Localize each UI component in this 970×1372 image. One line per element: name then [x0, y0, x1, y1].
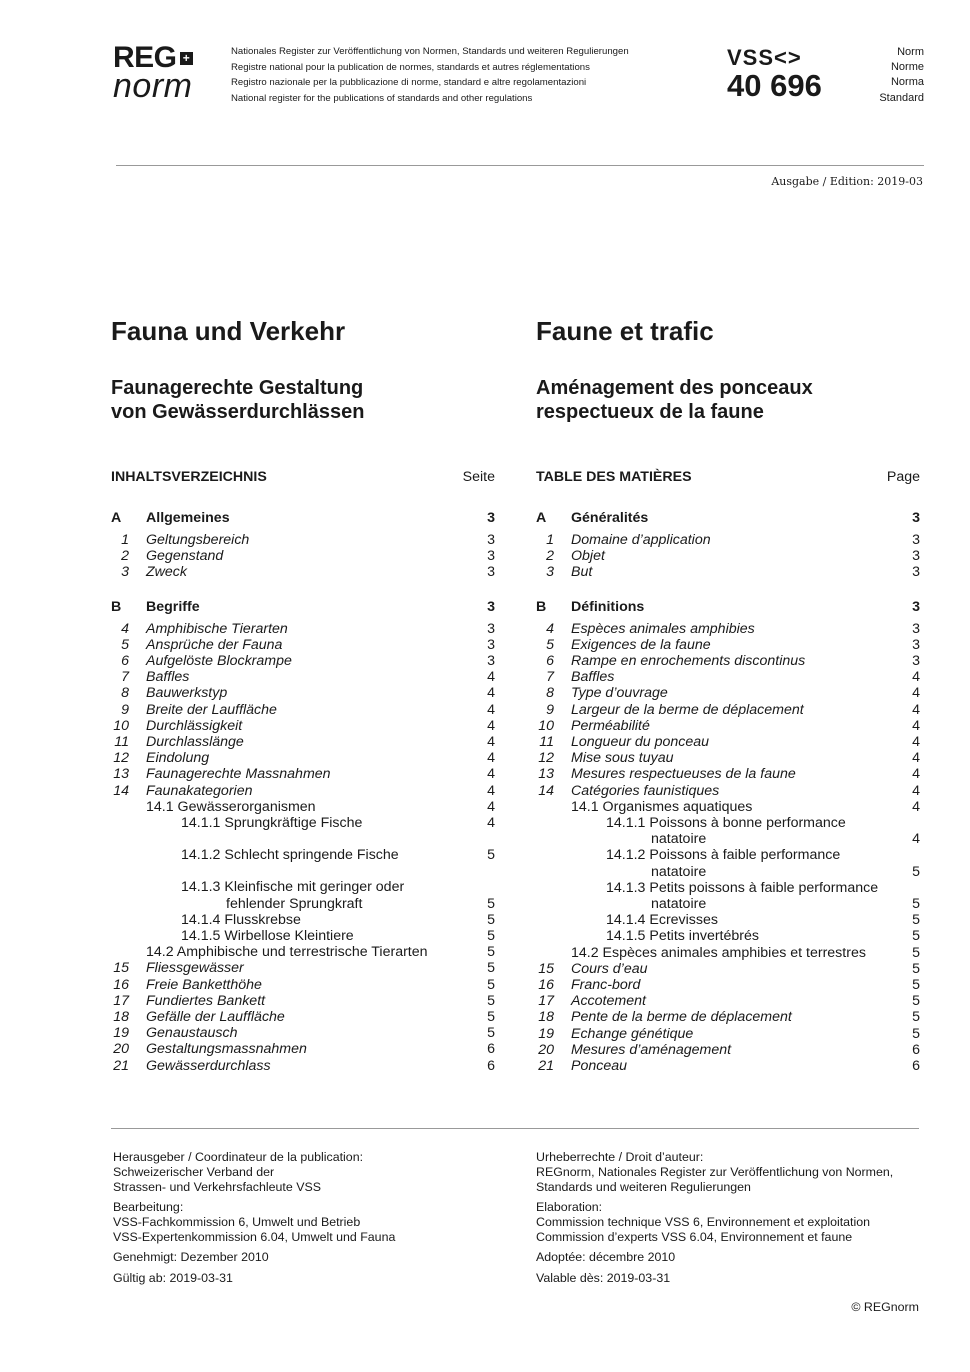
item-number: 3	[121, 564, 129, 581]
item-page: 5	[487, 960, 495, 977]
item-title: Catégories faunistiques	[571, 782, 720, 799]
item-title: 14.1.5 Petits invertébrés	[606, 928, 759, 945]
item-page: 5	[912, 863, 920, 880]
item-number: 21	[113, 1057, 129, 1074]
norm-type-labels	[879, 45, 924, 106]
item-number: 8	[546, 685, 554, 702]
item-title: Franc-bord	[571, 977, 641, 994]
toc-item[interactable]	[111, 1041, 495, 1057]
toc-subitem[interactable]	[111, 928, 495, 944]
item-title: 14.1.1 Poissons à bonne performance	[606, 815, 846, 832]
item-page: 3	[912, 532, 920, 548]
item-page: 5	[487, 928, 495, 945]
toc-subitem-continuation	[536, 831, 920, 847]
item-number: 19	[113, 1025, 129, 1042]
subtitle-fr	[536, 376, 813, 424]
item-title: 14.2 Amphibische und terrestrische Tierarten	[146, 944, 428, 961]
toc-item[interactable]	[111, 653, 495, 669]
item-page: 4	[487, 701, 495, 718]
item-title: Aufgelöste Blockrampe	[146, 653, 292, 670]
item-title: Fundiertes Bankett	[146, 992, 266, 1009]
subtitle-fr-line1: Aménagement des ponceaux	[536, 377, 813, 399]
toc-item[interactable]	[111, 564, 495, 580]
toc-subitem[interactable]	[111, 815, 495, 831]
copyright-line: Standards und weiteren Regulierungen	[536, 1180, 751, 1194]
register-line-en: National register for the publications of standards and other regulations	[231, 92, 533, 104]
item-page: 4	[487, 717, 495, 734]
item-title: Zweck	[146, 564, 187, 581]
title-fr: Faune et trafic	[536, 316, 714, 346]
register-line-fr: Registre national pour la publication de normes, standards et autres réglementations	[231, 61, 590, 73]
toc-heading: TABLE DES MATIÈRES	[536, 469, 692, 485]
item-page: 5	[912, 977, 920, 994]
item-title: Exigences de la faune	[571, 636, 711, 653]
section-letter: B	[111, 598, 122, 615]
norm-number: 40 696	[727, 68, 822, 103]
item-page: 3	[487, 636, 495, 653]
item-page: 3	[912, 653, 920, 670]
subtitle-de-line1: Faunagerechte Gestaltung	[111, 377, 364, 399]
item-number: 2	[121, 548, 129, 565]
toc-subitem-continuation	[111, 896, 495, 912]
item-title: Ponceau	[571, 1058, 628, 1075]
item-number: 3	[546, 564, 554, 581]
item-title: Perméabilité	[571, 717, 650, 734]
toc-item[interactable]	[536, 783, 920, 799]
section-title: Généralités	[571, 510, 649, 526]
toc-item[interactable]	[111, 766, 495, 782]
processing-line: VSS-Fachkommission 6, Umwelt und Betrieb	[113, 1215, 361, 1229]
item-title: Fliessgewässer	[146, 960, 244, 977]
item-title: 14.1 Organismes aquatiques	[571, 798, 753, 815]
item-number: 10	[538, 717, 554, 734]
item-number: 18	[113, 1009, 129, 1026]
toc-item[interactable]	[111, 1025, 495, 1041]
toc-item[interactable]	[536, 993, 920, 1009]
item-number: 19	[538, 1025, 554, 1042]
elaboration-line: Commission technique VSS 6, Environnement et exploitation	[536, 1215, 871, 1229]
item-page: 5	[487, 911, 495, 928]
subtitle-de-line2: von Gewässerdurchlässen	[111, 401, 365, 423]
item-page: 5	[912, 912, 920, 929]
toc-item[interactable]	[536, 669, 920, 685]
item-page: 5	[912, 928, 920, 945]
toc-section	[536, 599, 920, 615]
item-page: 5	[912, 1009, 920, 1026]
item-title: Objet	[571, 548, 605, 565]
item-number: 16	[538, 977, 554, 994]
toc-section	[111, 599, 495, 615]
item-page: 5	[912, 944, 920, 961]
toc-item[interactable]	[536, 718, 920, 734]
item-title: Freie Banketthöhe	[146, 976, 262, 993]
item-title: natatoire	[651, 896, 707, 913]
item-title: Baffles	[146, 669, 190, 686]
item-page: 4	[487, 734, 495, 751]
item-title: Amphibische Tierarten	[146, 620, 288, 637]
item-page: 5	[487, 1025, 495, 1042]
item-page: 4	[487, 815, 495, 832]
item-page: 4	[912, 782, 920, 799]
section-letter: A	[536, 510, 547, 526]
item-title: Pente de la berme de déplacement	[571, 1009, 792, 1026]
item-page: 4	[487, 685, 495, 702]
item-title: 14.1.5 Wirbellose Kleintiere	[181, 928, 354, 945]
item-title: natatoire	[651, 863, 707, 880]
item-title: 14.1.2 Schlecht springende Fische	[181, 847, 399, 864]
section-page: 3	[912, 598, 920, 615]
toc-subitem-continuation	[536, 864, 920, 880]
item-page: 3	[912, 564, 920, 581]
item-page: 4	[912, 734, 920, 751]
toc-subitem-continuation	[536, 896, 920, 912]
item-title: Espèces animales amphibies	[571, 620, 755, 637]
toc-item[interactable]	[536, 702, 920, 718]
item-title: 14.1 Gewässerorganismen	[146, 798, 316, 815]
toc-subitem[interactable]	[536, 928, 920, 944]
item-number: 9	[546, 701, 554, 718]
toc-header	[536, 469, 920, 485]
valid-date: Valable dès: 2019-03-31	[536, 1271, 671, 1285]
item-number: 1	[121, 532, 129, 548]
toc-item[interactable]	[536, 734, 920, 750]
item-number: 8	[121, 685, 129, 702]
item-page: 4	[487, 766, 495, 783]
item-title: Mise sous tuyau	[571, 750, 674, 767]
footer-right	[536, 1150, 936, 1286]
toc-item[interactable]	[536, 1026, 920, 1042]
item-title: Mesures d’aménagement	[571, 1041, 732, 1058]
item-title: Cours d’eau	[571, 960, 648, 977]
toc-item[interactable]	[111, 960, 495, 976]
item-title: Durchlasslänge	[146, 734, 244, 751]
item-page: 5	[487, 847, 495, 864]
section-page: 3	[487, 598, 495, 615]
valid-date: Gültig ab: 2019-03-31	[113, 1271, 233, 1285]
item-title: 14.1.2 Poissons à faible performance	[606, 847, 841, 864]
toc-item[interactable]	[536, 961, 920, 977]
approved-date: Genehmigt: Dezember 2010	[113, 1250, 269, 1264]
item-page: 4	[487, 669, 495, 686]
item-title: Faunagerechte Massnahmen	[146, 766, 331, 783]
item-page: 4	[912, 766, 920, 783]
item-number: 1	[546, 532, 554, 548]
toc-subitem[interactable]	[536, 847, 920, 863]
item-number: 6	[546, 653, 554, 670]
vss-logo: VSS<>	[727, 45, 802, 70]
item-page: 5	[912, 993, 920, 1010]
item-title: 14.1.4 Ecrevisses	[606, 912, 718, 929]
item-number: 9	[121, 701, 129, 718]
item-number: 12	[538, 750, 554, 767]
toc-subitem[interactable]	[111, 847, 495, 863]
toc-item[interactable]	[536, 1009, 920, 1025]
item-title: Ansprüche der Fauna	[146, 636, 283, 653]
item-page: 3	[487, 564, 495, 581]
title-de: Fauna und Verkehr	[111, 316, 346, 346]
norm-label-de: Norm	[897, 46, 924, 58]
item-page: 6	[912, 1058, 920, 1075]
publisher-line: Strassen- und Verkehrsfachleute VSS	[113, 1180, 322, 1194]
item-title: 14.1.3 Kleinfische mit geringer oder	[181, 879, 405, 896]
norm-label-it: Norma	[890, 76, 924, 89]
register-description	[231, 44, 629, 106]
item-page: 4	[912, 750, 920, 767]
swiss-cross-icon: +	[180, 52, 193, 65]
section-page: 3	[912, 510, 920, 526]
processing-line: VSS-Expertenkommission 6.04, Umwelt und Fauna	[113, 1230, 396, 1244]
item-number: 20	[113, 1041, 129, 1058]
item-title: Bauwerkstyp	[146, 685, 228, 702]
item-page: 3	[912, 636, 920, 653]
item-title: Gestaltungsmassnahmen	[146, 1041, 307, 1058]
toc-subitem[interactable]	[111, 879, 495, 895]
item-title: Mesures respectueuses de la faune	[571, 766, 796, 783]
toc-item[interactable]	[111, 993, 495, 1009]
toc-item[interactable]	[111, 548, 495, 564]
item-title: Gegenstand	[146, 548, 224, 565]
section-letter: B	[536, 598, 547, 615]
item-page: 3	[487, 532, 495, 548]
item-title: 14.2 Espèces animales amphibies et terrestres	[571, 944, 866, 961]
toc-subitem[interactable]	[111, 912, 495, 928]
item-page: 5	[912, 896, 920, 913]
item-title: Breite der Lauffläche	[146, 701, 277, 718]
item-title: Largeur de la berme de déplacement	[571, 701, 804, 718]
publisher-line: Schweizerischer Verband der	[113, 1165, 275, 1179]
processing-label: Bearbeitung:	[113, 1200, 184, 1214]
item-title: Longueur du ponceau	[571, 734, 710, 751]
item-page: 3	[487, 653, 495, 670]
toc-item[interactable]	[536, 977, 920, 993]
item-number: 15	[538, 960, 554, 977]
item-number: 6	[121, 653, 129, 670]
item-page: 3	[487, 620, 495, 637]
item-page: 4	[912, 685, 920, 702]
item-title: 14.1.4 Flusskrebse	[181, 911, 301, 928]
toc-section	[536, 510, 920, 526]
section-letter: A	[111, 510, 122, 526]
item-number: 2	[546, 548, 554, 565]
item-page: 6	[487, 1041, 495, 1058]
header-divider	[116, 165, 924, 166]
item-number: 11	[114, 734, 129, 751]
toc-subitem[interactable]	[536, 912, 920, 928]
elaboration-label: Elaboration:	[536, 1200, 603, 1214]
approved-date: Adoptée: décembre 2010	[536, 1250, 676, 1264]
item-number: 11	[539, 734, 554, 751]
item-number: 17	[113, 992, 129, 1009]
item-title: Eindolung	[146, 750, 210, 767]
item-number: 4	[546, 620, 554, 637]
toc-item[interactable]	[536, 1058, 920, 1074]
footer-left	[113, 1150, 513, 1286]
item-number: 20	[538, 1041, 554, 1058]
toc-item[interactable]	[536, 548, 920, 564]
item-title: Accotement	[571, 993, 646, 1010]
toc-subitem[interactable]	[536, 880, 920, 896]
item-title: Domaine d’application	[571, 532, 711, 548]
toc-item[interactable]	[111, 783, 495, 799]
item-number: 13	[113, 766, 129, 783]
toc-item[interactable]	[111, 532, 495, 548]
item-number: 5	[121, 636, 129, 653]
item-title: Genaustausch	[146, 1025, 238, 1042]
item-title: 14.1.1 Sprungkräftige Fische	[181, 815, 363, 832]
subtitle-de	[111, 376, 364, 424]
item-title: But	[571, 564, 593, 581]
item-page: 4	[487, 750, 495, 767]
regnorm-logo	[113, 41, 213, 105]
toc-de	[111, 469, 495, 1074]
item-title: Faunakategorien	[146, 782, 253, 799]
toc-item[interactable]	[111, 977, 495, 993]
norm-label-fr: Norme	[890, 61, 924, 74]
item-page: 5	[487, 944, 495, 961]
item-title: Geltungsbereich	[146, 532, 250, 548]
item-number: 15	[113, 960, 129, 977]
toc-subitem[interactable]	[111, 944, 495, 960]
item-page: 6	[912, 1041, 920, 1058]
toc-item[interactable]	[111, 637, 495, 653]
item-page: 4	[487, 798, 495, 815]
toc-item[interactable]	[536, 532, 920, 548]
toc-item[interactable]	[111, 750, 495, 766]
item-page: 4	[912, 669, 920, 686]
item-number: 16	[113, 976, 129, 993]
item-page: 4	[912, 717, 920, 734]
logo-norm-text: norm	[113, 67, 193, 105]
item-title: Gewässerdurchlass	[146, 1057, 271, 1074]
item-number: 12	[113, 750, 129, 767]
item-number: 7	[121, 669, 129, 686]
item-number: 10	[113, 717, 129, 734]
item-number: 14	[113, 782, 129, 799]
item-number: 7	[546, 669, 554, 686]
toc-section	[111, 510, 495, 526]
item-page: 3	[912, 548, 920, 565]
toc-subitem[interactable]	[536, 945, 920, 961]
toc-item[interactable]	[536, 653, 920, 669]
toc-item[interactable]	[111, 685, 495, 701]
toc-item[interactable]	[536, 621, 920, 637]
item-page: 5	[912, 1025, 920, 1042]
subtitle-fr-line2: respectueux de la faune	[536, 401, 764, 423]
item-number: 18	[538, 1009, 554, 1026]
item-page: 5	[487, 895, 495, 912]
toc-item[interactable]	[111, 718, 495, 734]
item-title: Baffles	[571, 669, 615, 686]
toc-heading: INHALTSVERZEICHNIS	[111, 469, 267, 485]
toc-fr	[536, 469, 920, 1074]
item-number: 5	[546, 636, 554, 653]
item-title: Gefälle der Lauffläche	[146, 1009, 285, 1026]
item-title: 14.1.3 Petits poissons à faible performance	[606, 879, 879, 896]
item-page: 3	[487, 548, 495, 565]
item-title: Echange génétique	[571, 1025, 694, 1042]
item-title: Type d’ouvrage	[571, 685, 668, 702]
section-page: 3	[487, 510, 495, 526]
copyright-line: REGnorm, Nationales Register zur Veröffentlichung von Normen,	[536, 1165, 894, 1179]
toc-item[interactable]	[111, 669, 495, 685]
elaboration-line: Commission d’experts VSS 6.04, Environnement et faune	[536, 1230, 853, 1244]
toc-item[interactable]	[111, 734, 495, 750]
item-page: 3	[912, 620, 920, 637]
item-page: 5	[487, 1009, 495, 1026]
item-page: 4	[912, 831, 920, 848]
item-number: 14	[538, 782, 554, 799]
item-page: 4	[912, 798, 920, 815]
item-title: Durchlässigkeit	[146, 717, 243, 734]
item-title: Rampe en enrochements discontinus	[571, 653, 806, 670]
section-title: Définitions	[571, 598, 645, 615]
edition-date: Ausgabe / Edition: 2019-03	[771, 175, 923, 188]
footer-divider	[111, 1128, 919, 1129]
item-page: 4	[912, 701, 920, 718]
register-line-it: Registro nazionale per la pubblicazione di norme, standard e altre regolamentazioni	[231, 77, 587, 88]
section-title: Begriffe	[146, 598, 200, 615]
item-number: 4	[121, 620, 129, 637]
toc-item[interactable]	[536, 1042, 920, 1058]
item-page: 5	[912, 960, 920, 977]
item-page: 5	[487, 976, 495, 993]
toc-item[interactable]	[111, 1009, 495, 1025]
item-number: 21	[538, 1058, 554, 1075]
toc-subitem[interactable]	[536, 799, 920, 815]
toc-item[interactable]	[536, 637, 920, 653]
logo-reg-text: REG	[113, 41, 177, 74]
toc-item[interactable]	[536, 766, 920, 782]
norm-label-en: Standard	[879, 91, 924, 104]
toc-item[interactable]	[111, 1058, 495, 1074]
toc-item[interactable]	[111, 621, 495, 637]
vss-norm-badge	[727, 46, 822, 102]
item-page: 4	[487, 782, 495, 799]
toc-item[interactable]	[111, 702, 495, 718]
item-page: 5	[487, 992, 495, 1009]
toc-subitem[interactable]	[536, 815, 920, 831]
copyright-label: Urheberrechte / Droit d’auteur:	[536, 1150, 704, 1164]
item-page: 6	[487, 1057, 495, 1074]
item-title: natatoire	[651, 831, 707, 848]
publisher-label: Herausgeber / Coordinateur de la publication:	[113, 1150, 364, 1164]
toc-item[interactable]	[536, 750, 920, 766]
item-number: 13	[538, 766, 554, 783]
item-title: fehlender Sprungkraft	[226, 895, 363, 912]
item-number: 17	[538, 993, 554, 1010]
toc-header	[111, 469, 495, 485]
toc-item[interactable]	[536, 564, 920, 580]
register-line-de: Nationales Register zur Veröffentlichung von Normen, Standards und weiteren Regulierungen	[231, 46, 629, 57]
page-column-label: Page	[886, 469, 920, 485]
toc-item[interactable]	[536, 685, 920, 701]
copyright-mark: © REGnorm	[851, 1300, 919, 1314]
section-title: Allgemeines	[146, 510, 230, 526]
toc-subitem[interactable]	[111, 799, 495, 815]
page-column-label: Seite	[462, 469, 495, 485]
